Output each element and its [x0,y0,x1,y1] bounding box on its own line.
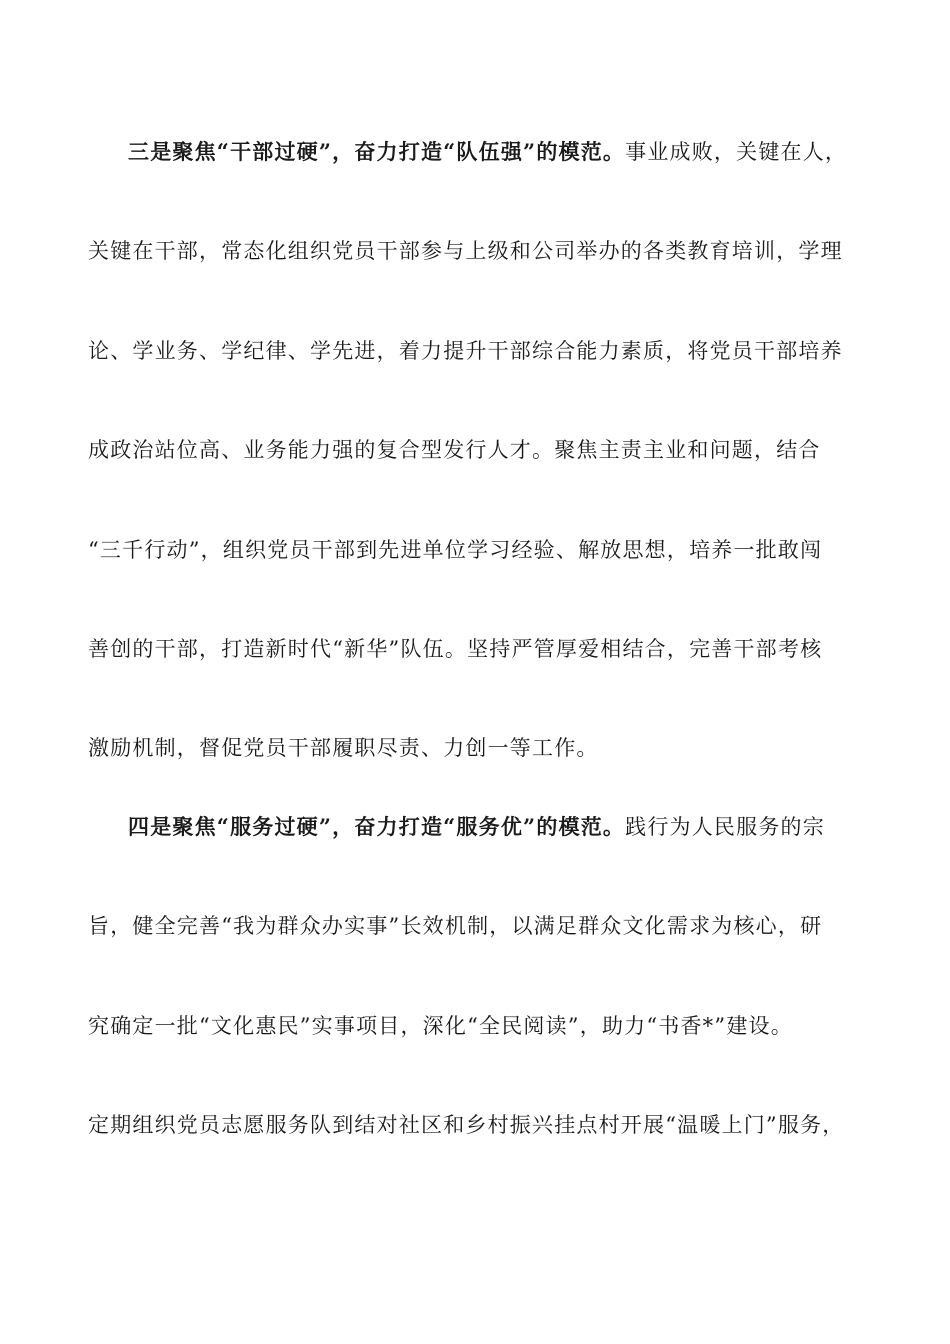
paragraph-2-line-1 [128,812,888,842]
paragraph-1-line-6: 善创的干部，打造新时代“新华”队伍。坚持严管厚爱相结合，完善干部考核 [88,637,823,661]
paragraph-2-line-1-text: 践行为人民服务的宗 [625,815,825,839]
paragraph-2-line-3: 究确定一批“文化惠民”实事项目，深化“全民阅读”，助力“书香*”建设。 [88,1014,793,1038]
paragraph-2-heading: 四是聚焦“服务过硬”，奋力打造“服务优”的模范。 [128,814,626,839]
paragraph-1-line-2: 关键在干部，常态化组织党员干部参与上级和公司举办的各类教育培训，学理 [88,239,843,263]
paragraph-1-line-1 [128,137,888,167]
paragraph-2-line-4: 定期组织党员志愿服务队到结对社区和乡村振兴挂点村开展“温暖上门”服务， [88,1113,845,1137]
paragraph-1-line-7: 激励机制，督促党员干部履职尽责、力创一等工作。 [88,736,599,760]
paragraph-1-line-1-text: 事业成败，关键在人， [625,140,848,164]
paragraph-1-heading: 三是聚焦“干部过硬”，奋力打造“队伍强”的模范。 [128,139,626,164]
paragraph-2-line-2: 旨，健全完善“我为群众办实事”长效机制，以满足群众文化需求为核心，研 [88,914,823,938]
paragraph-1-line-4: 成政治站位高、业务能力强的复合型发行人才。聚焦主责主业和问题，结合 [88,438,821,462]
paragraph-1-line-5: “三千行动”，组织党员干部到先进单位学习经验、解放思想，培养一批敢闯 [88,538,823,562]
paragraph-1-line-3: 论、学业务、学纪律、学先进，着力提升干部综合能力素质，将党员干部培养 [88,339,843,363]
